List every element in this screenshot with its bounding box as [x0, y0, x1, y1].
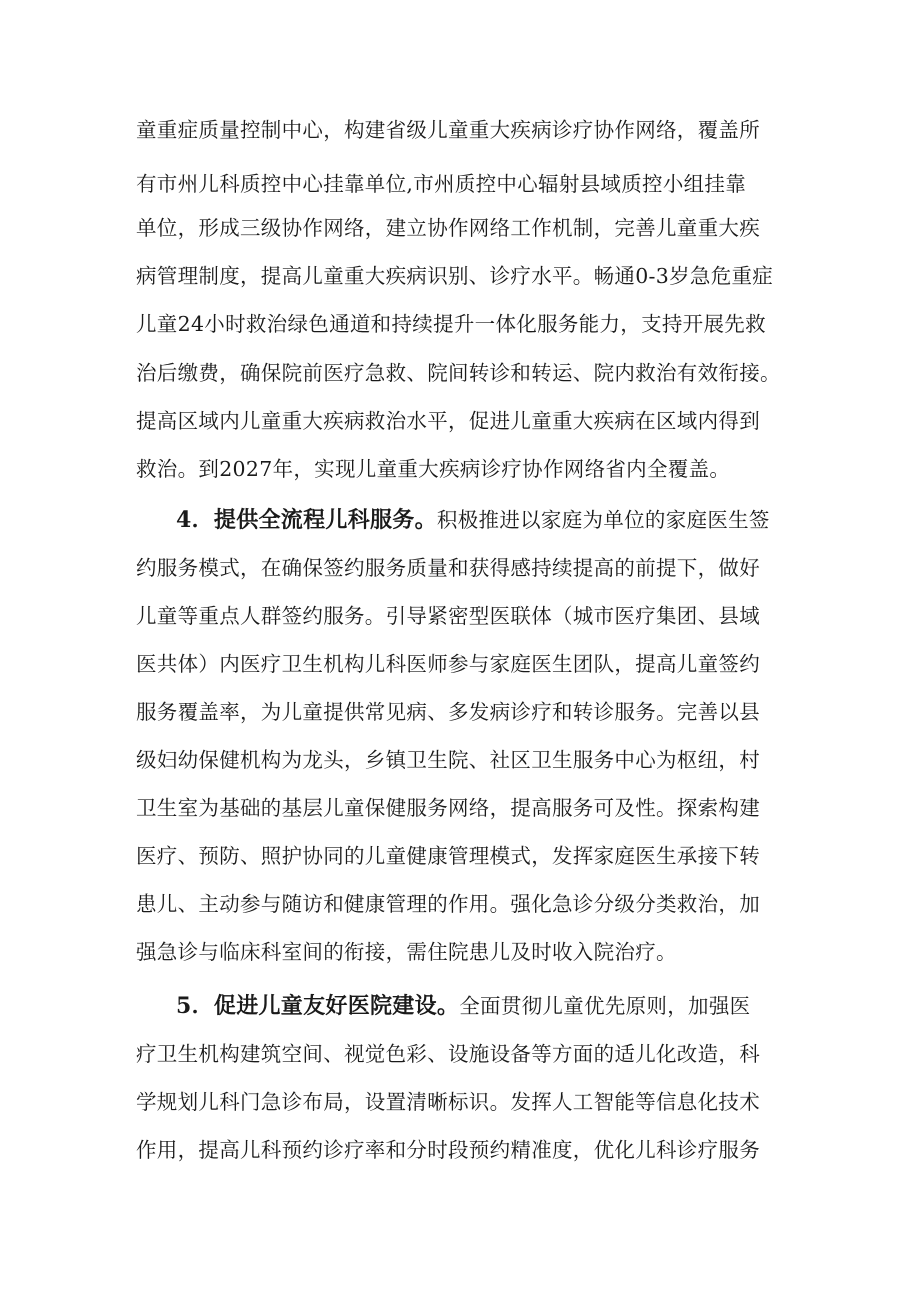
paragraph-line: 单位，形成三级协作网络，建立协作网络工作机制，完善儿童重大疾 [136, 216, 760, 240]
paragraph-line: 病管理制度，提高儿童重大疾病识别、诊疗水平。畅通0-3岁急危重症 [136, 264, 774, 288]
paragraph-line: 级妇幼保健机构为龙头，乡镇卫生院、社区卫生服务中心为枢纽，村 [136, 748, 760, 772]
paragraph-line: 提高区域内儿童重大疾病救治水平，促进儿童重大疾病在区域内得到 [136, 409, 760, 433]
paragraph-line: 服务覆盖率，为儿童提供常见病、多发病诊疗和转诊服务。完善以县 [136, 700, 760, 724]
paragraph-line: 救治。到2027年，实现儿童重大疾病诊疗协作网络省内全覆盖。 [136, 457, 731, 481]
paragraph-line: 患儿、主动参与随访和健康管理的作用。强化急诊分级分类救治，加 [136, 892, 760, 916]
paragraph-line: 疗卫生机构建筑空间、视觉色彩、设施设备等方面的适儿化改造，科 [136, 1042, 760, 1066]
paragraph-line: 卫生室为基础的基层儿童保健服务网络，提高服务可及性。探索构建 [136, 796, 760, 820]
paragraph-line: 学规划儿科门急诊布局，设置清晰标识。发挥人工智能等信息化技术 [136, 1090, 760, 1114]
section-5-heading: 5．促进儿童友好医院建设。 [176, 993, 460, 1019]
paragraph-line: 约服务模式，在确保签约服务质量和获得感持续提高的前提下，做好 [136, 556, 760, 580]
section-4-heading: 4．提供全流程儿科服务。 [176, 507, 437, 533]
section-4-first-line [176, 508, 770, 532]
paragraph-line: 治后缴费，确保院前医疗急救、院间转诊和转运、院内救治有效衔接。 [136, 361, 781, 385]
paragraph-line: 有市州儿科质控中心挂靠单位,市州质控中心辐射县域质控小组挂靠 [136, 172, 747, 196]
section-5-first-line-text: 全面贯彻儿童优先原则，加强医 [459, 994, 751, 1018]
section-4-first-line-text: 积极推进以家庭为单位的家庭医生签 [436, 508, 770, 532]
paragraph-line: 儿童等重点人群签约服务。引导紧密型医联体（城市医疗集团、县域 [136, 604, 760, 628]
paragraph-line: 儿童24小时救治绿色通道和持续提升一体化服务能力，支持开展先救 [136, 312, 766, 336]
paragraph-line: 强急诊与临床科室间的衔接，需住院患儿及时收入院治疗。 [136, 940, 677, 964]
paragraph-line: 医共体）内医疗卫生机构儿科医师参与家庭医生团队，提高儿童签约 [136, 652, 760, 676]
section-5-first-line [176, 994, 750, 1018]
paragraph-line: 医疗、预防、照护协同的儿童健康管理模式，发挥家庭医生承接下转 [136, 844, 760, 868]
paragraph-line: 童重症质量控制中心，构建省级儿童重大疾病诊疗协作网络，覆盖所 [136, 118, 760, 142]
paragraph-line: 作用，提高儿科预约诊疗率和分时段预约精准度，优化儿科诊疗服务 [136, 1138, 760, 1162]
